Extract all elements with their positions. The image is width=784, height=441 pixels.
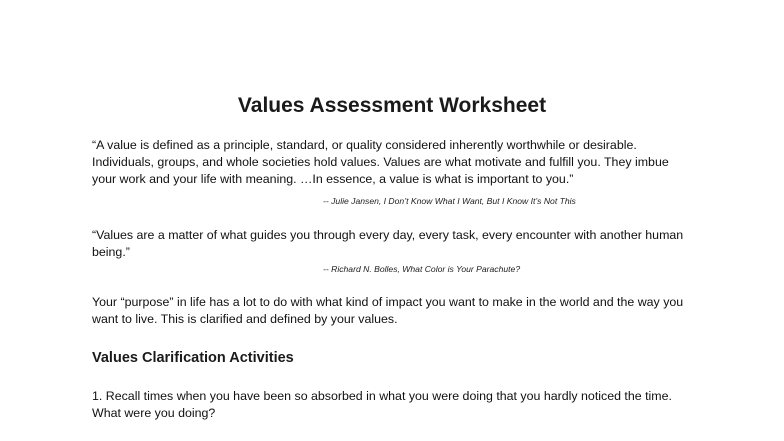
page-title: Values Assessment Worksheet xyxy=(237,94,547,117)
quote-richard-bolles-attribution: -- Richard N. Bolles, What Color is Your Parachute? xyxy=(323,264,521,274)
section-heading: Values Clarification Activities xyxy=(92,350,294,366)
purpose-paragraph: Your “purpose” in life has a lot to do with what kind of impact you want to make in the world and the way you want to live. This is clarified and defined by your values. xyxy=(92,295,684,326)
quote-julie-jansen: “A value is defined as a principle, standard, or quality considered inherently worthwhile or desirable. Individuals, groups, and whole societies hold values. Values are what motivate and fulfill you. They imbue your work and your life with meaning. …In essence, a value is what is important to you.” xyxy=(92,138,669,186)
quote-richard-bolles: “Values are a matter of what guides you through every day, every task, every encounter with another human being.” xyxy=(92,228,684,259)
activity-1-prompt: 1. Recall times when you have been so absorbed in what you were doing that you hardly noticed the time. What were you doing? xyxy=(92,389,672,420)
quote-julie-jansen-attribution: -- Julie Jansen, I Don’t Know What I Want, But I Know It’s Not This xyxy=(323,196,576,206)
